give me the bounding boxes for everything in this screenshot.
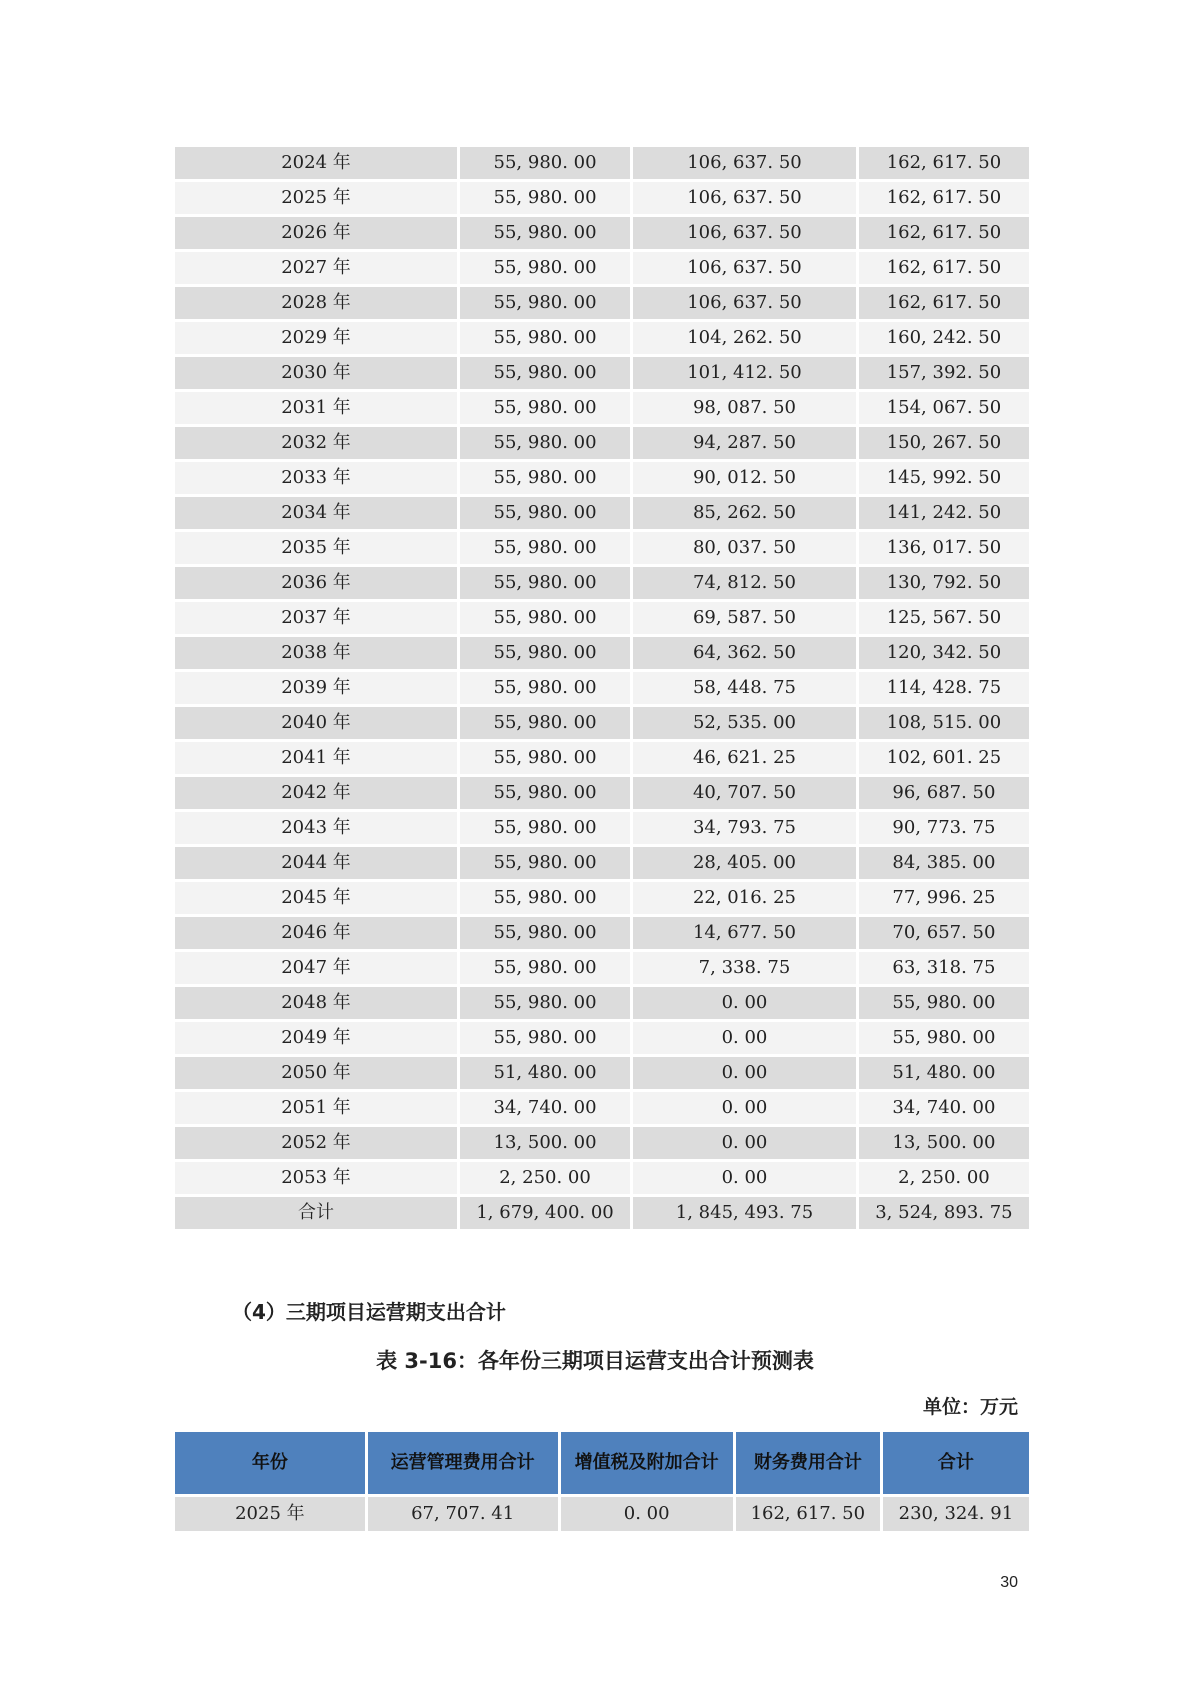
table-cell: 55, 980. 00 [460,847,630,879]
total-row [175,1197,1029,1229]
table-row [175,287,1029,319]
table-row [175,497,1029,529]
table-cell: 55, 980. 00 [460,462,630,494]
table-cell: 106, 637. 50 [633,287,856,319]
summary-table-header-row [175,1432,1029,1494]
table-row [175,1092,1029,1124]
table-cell: 0. 00 [633,1092,856,1124]
table-cell: 2043 年 [175,812,457,844]
unit-label: 单位：万元 [922,1396,1018,1418]
table-cell: 2049 年 [175,1022,457,1054]
table-cell: 55, 980. 00 [859,1022,1029,1054]
table-cell: 102, 601. 25 [859,742,1029,774]
table-cell: 162, 617. 50 [859,182,1029,214]
table-cell: 67, 707. 41 [368,1497,558,1531]
table-row [175,602,1029,634]
table-cell: 55, 980. 00 [460,567,630,599]
table-cell: 2038 年 [175,637,457,669]
total-cell: 3, 524, 893. 75 [859,1197,1029,1229]
table-row [175,427,1029,459]
table-cell: 14, 677. 50 [633,917,856,949]
table-cell: 0. 00 [633,1057,856,1089]
table-cell: 2040 年 [175,707,457,739]
table-cell: 2037 年 [175,602,457,634]
table-cell: 2027 年 [175,252,457,284]
table-row [175,1497,1029,1531]
table-cell: 2050 年 [175,1057,457,1089]
table-cell: 55, 980. 00 [460,742,630,774]
table-cell: 162, 617. 50 [859,147,1029,179]
table-cell: 34, 740. 00 [460,1092,630,1124]
table-cell: 2032 年 [175,427,457,459]
table-row [175,1127,1029,1159]
expense-table-body [175,147,1029,1229]
table-row [175,217,1029,249]
table-cell: 2051 年 [175,1092,457,1124]
table-row [175,847,1029,879]
table-cell: 106, 637. 50 [633,147,856,179]
table-cell: 2026 年 [175,217,457,249]
table-cell: 51, 480. 00 [859,1057,1029,1089]
table-cell: 80, 037. 50 [633,532,856,564]
total-cell: 1, 845, 493. 75 [633,1197,856,1229]
total-cell: 合计 [175,1197,457,1229]
table-cell: 2036 年 [175,567,457,599]
header-total: 合计 [883,1432,1029,1494]
table-cell: 108, 515. 00 [859,707,1029,739]
table-cell: 106, 637. 50 [633,182,856,214]
table-cell: 51, 480. 00 [460,1057,630,1089]
table-cell: 160, 242. 50 [859,322,1029,354]
table-row [175,322,1029,354]
table-cell: 63, 318. 75 [859,952,1029,984]
table-row [175,392,1029,424]
table-cell: 150, 267. 50 [859,427,1029,459]
table-cell: 157, 392. 50 [859,357,1029,389]
table-row [175,742,1029,774]
table-cell: 34, 793. 75 [633,812,856,844]
table-cell: 2028 年 [175,287,457,319]
header-year: 年份 [175,1432,365,1494]
table-cell: 55, 980. 00 [460,812,630,844]
table-cell: 2042 年 [175,777,457,809]
header-finance-cost: 财务费用合计 [736,1432,880,1494]
table-row [175,532,1029,564]
summary-table-body [175,1497,1029,1531]
table-cell: 2041 年 [175,742,457,774]
table-cell: 84, 385. 00 [859,847,1029,879]
table-cell: 2047 年 [175,952,457,984]
table-cell: 13, 500. 00 [460,1127,630,1159]
table-cell: 2052 年 [175,1127,457,1159]
table-cell: 55, 980. 00 [460,777,630,809]
table-cell: 230, 324. 91 [883,1497,1029,1531]
table-cell: 2031 年 [175,392,457,424]
table-row [175,462,1029,494]
table-cell: 58, 448. 75 [633,672,856,704]
table-row [175,1057,1029,1089]
table-row [175,672,1029,704]
table-cell: 162, 617. 50 [859,217,1029,249]
table-cell: 2039 年 [175,672,457,704]
table-row [175,637,1029,669]
table-row [175,1162,1029,1194]
table-row [175,357,1029,389]
table-row [175,147,1029,179]
table-row [175,252,1029,284]
table-cell: 85, 262. 50 [633,497,856,529]
table-cell: 114, 428. 75 [859,672,1029,704]
section-heading: （4）三期项目运营期支出合计 [232,1300,506,1324]
table-cell: 55, 980. 00 [460,392,630,424]
table-cell: 55, 980. 00 [859,987,1029,1019]
table-cell: 98, 087. 50 [633,392,856,424]
table-cell: 64, 362. 50 [633,637,856,669]
table-cell: 2024 年 [175,147,457,179]
table-cell: 7, 338. 75 [633,952,856,984]
table-cell: 2, 250. 00 [460,1162,630,1194]
table-cell: 125, 567. 50 [859,602,1029,634]
table-row [175,987,1029,1019]
table-cell: 55, 980. 00 [460,882,630,914]
table-cell: 2053 年 [175,1162,457,1194]
page-number: 30 [1000,1574,1018,1591]
table-cell: 141, 242. 50 [859,497,1029,529]
table-cell: 136, 017. 50 [859,532,1029,564]
table-cell: 2025 年 [175,1497,365,1531]
table-cell: 2045 年 [175,882,457,914]
table-cell: 0. 00 [633,1162,856,1194]
table-row [175,567,1029,599]
total-cell: 1, 679, 400. 00 [460,1197,630,1229]
table-cell: 40, 707. 50 [633,777,856,809]
table-cell: 2025 年 [175,182,457,214]
table-cell: 0. 00 [633,1022,856,1054]
table-cell: 55, 980. 00 [460,252,630,284]
table-cell: 90, 773. 75 [859,812,1029,844]
table-cell: 55, 980. 00 [460,637,630,669]
header-vat-surcharge: 增值税及附加合计 [561,1432,733,1494]
table-cell: 90, 012. 50 [633,462,856,494]
table-cell: 162, 617. 50 [736,1497,880,1531]
table-cell: 162, 617. 50 [859,287,1029,319]
table-cell: 13, 500. 00 [859,1127,1029,1159]
table-cell: 2046 年 [175,917,457,949]
table-cell: 145, 992. 50 [859,462,1029,494]
table-cell: 22, 016. 25 [633,882,856,914]
table-cell: 55, 980. 00 [460,917,630,949]
table-cell: 2048 年 [175,987,457,1019]
table-cell: 55, 980. 00 [460,287,630,319]
table-cell: 154, 067. 50 [859,392,1029,424]
table-cell: 2030 年 [175,357,457,389]
table-cell: 2035 年 [175,532,457,564]
table-cell: 74, 812. 50 [633,567,856,599]
table-cell: 104, 262. 50 [633,322,856,354]
table-cell: 120, 342. 50 [859,637,1029,669]
table-cell: 2034 年 [175,497,457,529]
table-row [175,917,1029,949]
table-cell: 55, 980. 00 [460,532,630,564]
table-cell: 2044 年 [175,847,457,879]
table-cell: 55, 980. 00 [460,322,630,354]
table-cell: 28, 405. 00 [633,847,856,879]
table-cell: 55, 980. 00 [460,147,630,179]
table-cell: 2029 年 [175,322,457,354]
table-cell: 55, 980. 00 [460,672,630,704]
table-cell: 162, 617. 50 [859,252,1029,284]
table-row [175,777,1029,809]
table-row [175,182,1029,214]
table-caption: 表 3-16：各年份三期项目运营支出合计预测表 [376,1349,814,1373]
table-cell: 130, 792. 50 [859,567,1029,599]
table-cell: 96, 687. 50 [859,777,1029,809]
table-cell: 34, 740. 00 [859,1092,1029,1124]
table-cell: 52, 535. 00 [633,707,856,739]
table-cell: 0. 00 [633,987,856,1019]
table-cell: 55, 980. 00 [460,602,630,634]
table-cell: 69, 587. 50 [633,602,856,634]
expense-table-continued [172,144,1032,1232]
table-row [175,707,1029,739]
table-cell: 55, 980. 00 [460,217,630,249]
table-row [175,1022,1029,1054]
header-operating-cost: 运营管理费用合计 [368,1432,558,1494]
summary-table [172,1429,1032,1534]
table-cell: 55, 980. 00 [460,182,630,214]
table-cell: 94, 287. 50 [633,427,856,459]
table-cell: 2, 250. 00 [859,1162,1029,1194]
table-row [175,952,1029,984]
table-cell: 55, 980. 00 [460,1022,630,1054]
table-cell: 55, 980. 00 [460,952,630,984]
table-cell: 0. 00 [561,1497,733,1531]
table-cell: 0. 00 [633,1127,856,1159]
table-row [175,882,1029,914]
table-cell: 55, 980. 00 [460,427,630,459]
table-cell: 46, 621. 25 [633,742,856,774]
table-cell: 70, 657. 50 [859,917,1029,949]
table-cell: 77, 996. 25 [859,882,1029,914]
table-cell: 55, 980. 00 [460,707,630,739]
table-cell: 55, 980. 00 [460,497,630,529]
table-row [175,812,1029,844]
table-cell: 2033 年 [175,462,457,494]
table-cell: 55, 980. 00 [460,357,630,389]
table-cell: 106, 637. 50 [633,217,856,249]
table-cell: 55, 980. 00 [460,987,630,1019]
table-cell: 106, 637. 50 [633,252,856,284]
table-cell: 101, 412. 50 [633,357,856,389]
